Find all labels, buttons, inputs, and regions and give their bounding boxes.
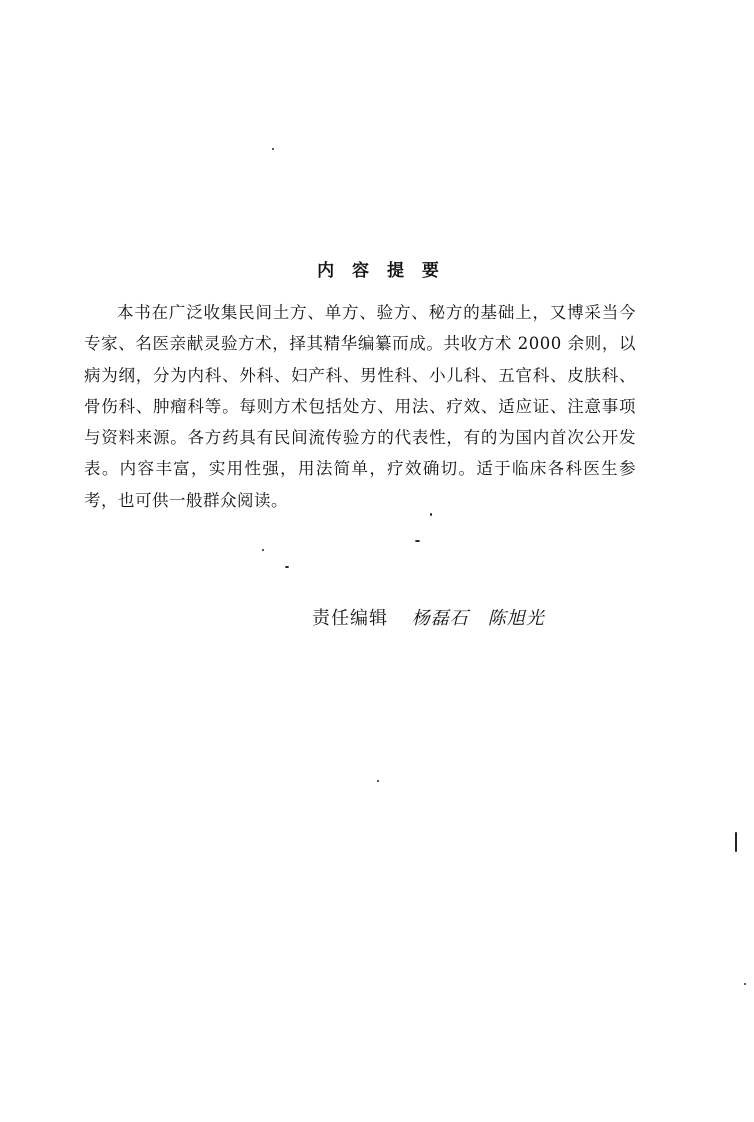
summary-paragraph: 本书在广泛收集民间土方、单方、验方、秘方的基础上，又博采当今专家、名医亲献灵验方术，择其精华编纂而成。共收方术 2000 余则，以病为纲，分为内科、外科、妇产科、男性科、小儿科、五官科、皮肤科、骨伤科、肿瘤科等。每则方术包括处方、用法、疗效、适应证、注意事项与资料来源。各方药具有民间流传验方的代表性，有的为国内首次公开发表。内容丰富，实用性强，用法简单，疗效确切。适于临床各科医生参考，也可供一般群众阅读。	[84, 303, 636, 510]
scan-speck	[744, 983, 746, 985]
scan-speck	[430, 513, 432, 516]
scan-speck	[285, 566, 289, 568]
editor-names: 杨磊石 陈旭光	[411, 608, 545, 629]
scan-speck	[262, 549, 264, 551]
section-heading: 内 容 提 要	[317, 261, 445, 281]
scan-speck	[735, 832, 737, 852]
scan-speck	[377, 780, 379, 782]
scan-speck	[272, 148, 274, 150]
scan-speck	[415, 540, 420, 542]
responsible-editor-line	[312, 604, 545, 630]
editor-label: 责任编辑	[312, 608, 388, 629]
